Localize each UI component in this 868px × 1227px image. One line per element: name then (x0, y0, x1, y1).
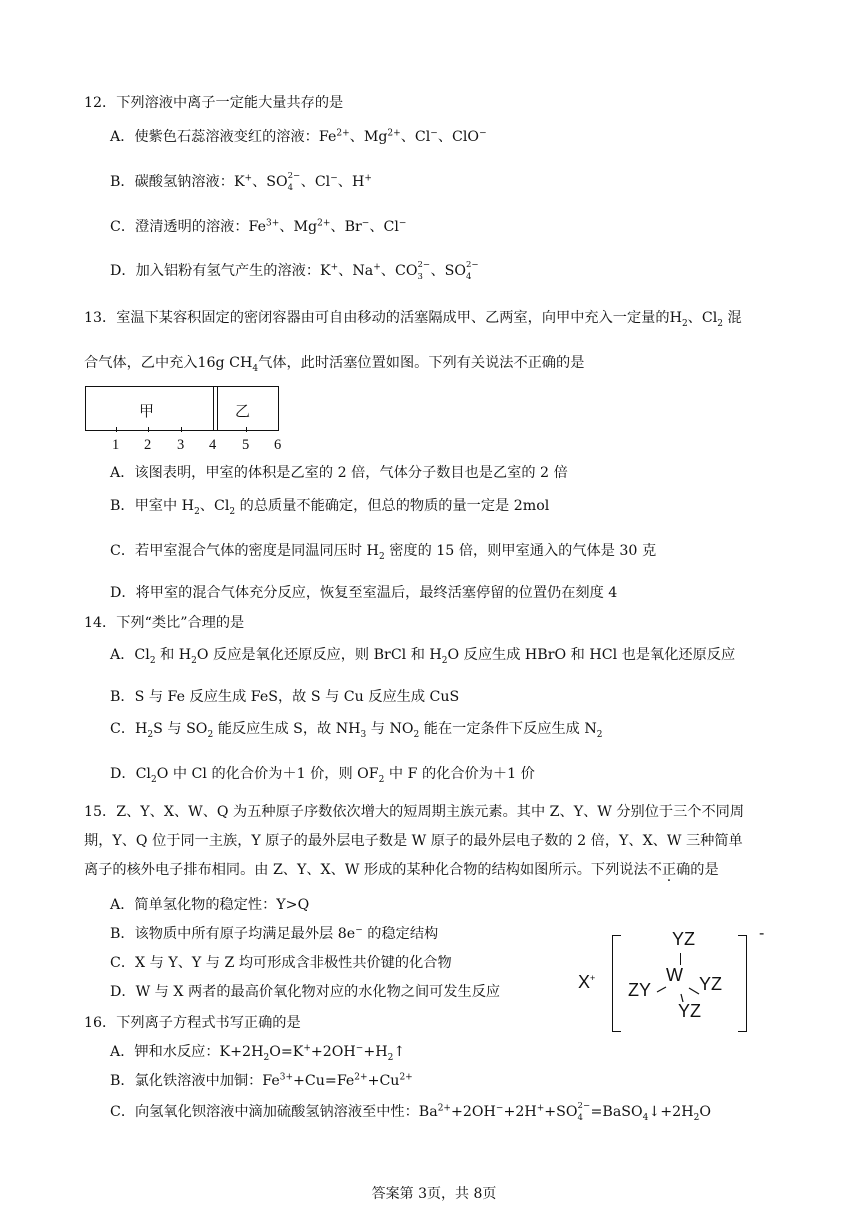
scale-label: 6 (274, 437, 282, 453)
scale-label: 5 (242, 437, 250, 453)
emphasis-text: 不正确 (647, 862, 691, 878)
q16-option-c: C．向氢氧化钡溶液中滴加硫酸氢钠溶液至中性：$Ba^{2+}+2OH^-+2H^++SO$ 2− 4 $=BaSO_4↓+2H_2O$ (110, 1101, 711, 1123)
q13-stem-line1: 13．室温下某容积固定的密闭容器由可自由移动的活塞隔成甲、乙两室，向甲中充入一定量的$H_2$、$Cl_2$ 混 (84, 310, 742, 329)
page-footer: 答案第 3页，共 8页 (371, 1186, 497, 1202)
scale-label: 2 (144, 437, 152, 453)
q13-stem-line2: 合气体，乙中充入16g $CH_4$气体，此时活塞位置如图。下列有关说法不正确的是 (84, 355, 585, 374)
q14-option-c: C．$H_2S$ 与 $SO_2$ 能反应生成 S，故 $NH_3$ 与 $NO_2$ 能在一定条件下反应生成 $N_2$ (110, 721, 603, 740)
chamber-yi-label: 乙 (235, 402, 251, 420)
q16-option-b: B．氯化铁溶液中加铜：$Fe^{3+}+Cu=Fe^{2+}+Cu^{2+}$ (110, 1072, 413, 1089)
group-left: ZY (628, 980, 652, 1000)
chamber-jia-label: 甲 (139, 402, 155, 420)
scale-tick (181, 427, 182, 432)
piston (213, 386, 218, 431)
q15-option-b: B．该物质中所有原子均满足最外层 8e− 的稳定结构 (110, 925, 439, 942)
q16-stem: 16．下列离子方程式书写正确的是 (84, 1015, 301, 1031)
bond-lines (655, 980, 705, 1005)
q14-option-a: A．$Cl_2$ 和 $H_2O$ 反应是氧化还原反应，则 BrCl 和 $H_2O$ 反应生成 HBrO 和 HCl 也是氧化还原反应 (110, 647, 736, 666)
scale-tick (148, 427, 149, 432)
q15-stem-line1: 15．Z、Y、X、W、Q 为五种原子序数依次增大的短周期主族元素。其中 Z、Y、W 分别位于三个不同周 (84, 804, 745, 820)
anion-charge: - (759, 925, 765, 942)
q14-option-d: D．$Cl_2O$ 中 Cl 的化合价为＋1 价，则 $OF_2$ 中 F 的化合价为＋1 价 (110, 766, 535, 785)
scale-label: 3 (177, 437, 185, 453)
scale-label: 4 (209, 437, 217, 453)
group-right: YZ (699, 974, 723, 994)
group-top: YZ (672, 929, 696, 949)
q12-option-a: A．使紫色石蕊溶液变红的溶液：$Fe^{2+}$、$Mg^{2+}$、Cl−、ClO− (110, 128, 487, 145)
bracket-right (738, 935, 747, 1032)
q15-stem-line3: 离子的核外电子排布相同。由 Z、Y、X、W 形成的某种化合物的结构如图所示。下列说法不正确的是 (84, 862, 719, 878)
group-bottom: YZ (678, 1001, 702, 1021)
q15-option-c: C．X 与 Y、Y 与 Z 均可形成含非极性共价键的化合物 (110, 955, 452, 971)
q12-stem: 12．下列溶液中离子一定能大量共存的是 (84, 95, 344, 111)
scale-label: 1 (112, 437, 120, 453)
q12-option-c: C．澄清透明的溶液：$Fe^{3+}$、$Mg^{2+}$、Br−、Cl− (110, 218, 407, 235)
q13-option-c: C．若甲室混合气体的密度是同温同压时 $H_2$ 密度的 15 倍，则甲室通入的气体是 30 克 (110, 543, 657, 562)
q13-option-b: B．甲室中 $H_2$、$Cl_2$ 的总质量不能确定，但总的物质的量一定是 2mol (110, 498, 550, 517)
q15-stem-line2: 期，Y、Q 位于同一主族，Y 原子的最外层电子数是 W 原子的最外层电子数的 2 倍，Y、X、W 三种简单 (84, 833, 743, 849)
q15-option-a: A．简单氢化物的稳定性：Y>Q (110, 897, 310, 913)
scale-tick (246, 427, 247, 432)
center-atom: W (666, 965, 683, 985)
q14-stem: 14．下列“类比”合理的是 (84, 615, 245, 631)
q15-option-d: D．W 与 X 两者的最高价氧化物对应的水化物之间可发生反应 (110, 984, 501, 1000)
scale-tick (116, 427, 117, 432)
q12-option-b: B．碳酸氢钠溶液：K+、SO 2− 4 、Cl−、H+ (110, 171, 372, 193)
q16-option-a: A．钾和水反应：$K+2H_2O=K^++2OH^-+H_2↑$ (110, 1043, 406, 1063)
q14-option-b: B．S 与 Fe 反应生成 FeS，故 S 与 Cu 反应生成 CuS (110, 689, 460, 705)
bond-line (680, 953, 681, 965)
cation-label: X+ (578, 972, 596, 992)
q13-option-d: D．将甲室的混合气体充分反应，恢复至室温后，最终活塞停留的位置仍在刻度 4 (110, 585, 618, 601)
q12-option-d: D．加入铝粉有氢气产生的溶液：K+、Na+、CO 2− 3 、SO 2− 4 (110, 260, 479, 282)
bracket-left (612, 935, 621, 1032)
q13-option-a: A．该图表明，甲室的体积是乙室的 2 倍，气体分子数目也是乙室的 2 倍 (110, 465, 568, 481)
